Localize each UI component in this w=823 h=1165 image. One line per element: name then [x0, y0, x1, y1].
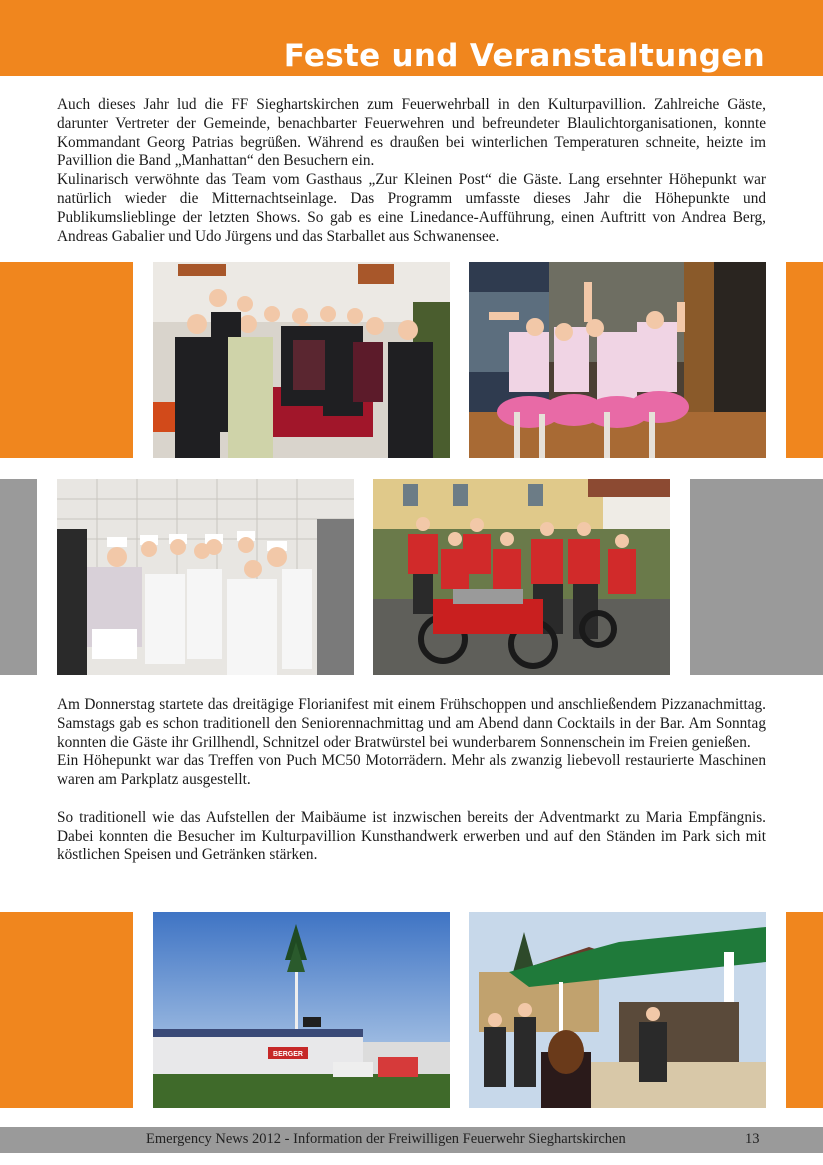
page-title: Feste und Veranstaltungen	[283, 38, 765, 74]
photo-ballet-show	[469, 262, 766, 458]
intro-text	[57, 96, 766, 246]
page-number: 13	[745, 1131, 760, 1147]
photo-advent-market	[469, 912, 766, 1108]
gray-side-block-left-2	[0, 479, 37, 675]
orange-side-block-right-1	[786, 262, 823, 458]
orange-side-block-left-1	[0, 262, 133, 458]
adventmarkt-paragraph: So traditionell wie das Aufstellen der Maibäume ist inzwischen bereits der Adventmarkt zu Maria Empfängnis. Dabei konnten die Besucher im Kulturpavillion Kunsthandwerk erwerben und auf den Ständen im Park sich mit köstlichen Speisen und Getränken stärken.	[57, 808, 766, 864]
orange-side-block-left-3	[0, 912, 133, 1108]
photo-puch-motorcycles	[373, 479, 670, 675]
photo-ball-guests	[153, 262, 450, 458]
gray-side-block-right-2	[690, 479, 823, 675]
intro-paragraph-1: Auch dieses Jahr lud die FF Sieghartskirchen zum Feuerwehrball in den Kulturpavillion. Zahlreiche Gäste, darunter Vertreter der Gemeinde, benachbarter Feuerwehren und befreundeter Blaulichtorganisationen, konnte Kommandant Georg Patrias begrüßen. Während es draußen bei winterlichen Temperaturen schneite, heizte im Pavillion die Band „Manhattan“ den Besuchern ein.	[57, 96, 766, 170]
photo-maypole	[153, 912, 450, 1108]
middle-text	[57, 696, 766, 865]
photo-kitchen-team	[57, 479, 354, 675]
orange-side-block-right-3	[786, 912, 823, 1108]
florianifest-paragraph: Am Donnerstag startete das dreitägige Florianifest mit einem Frühschoppen und anschließendem Pizzanachmittag. Samstags gab es schon traditionell den Seniorennachmittag und am Abend dann Cocktails in der Bar. Am Sonntag konnten die Gäste ihr Grillhendl, Schnitzel oder Bratwürstel bei wunderbarem Sonnenschein im Freien genießen.	[57, 696, 766, 751]
footer-text: Emergency News 2012 - Information der Freiwilligen Feuerwehr Sieghartskirchen	[146, 1131, 626, 1147]
berger-sign: BERGER	[273, 1051, 303, 1058]
puch-paragraph: Ein Höhepunkt war das Treffen von Puch MC50 Motorrädern. Mehr als zwanzig liebevoll restaurierte Maschinen waren am Parkplatz ausgestellt.	[57, 752, 766, 789]
intro-paragraph-2: Kulinarisch verwöhnte das Team vom Gasthaus „Zur Kleinen Post“ die Gäste. Lang ersehnter Höhepunkt war natürlich wieder die Mitternachtseinlage. Das Programm umfasste dieses Jahr die Höhepunkte und Publikumslieblinge der letzten Shows. So gab es eine Linedance-Aufführung, einen Auftritt von Andrea Berg, Andreas Gabalier und Udo Jürgens und das Starballet aus Schwanensee.	[57, 171, 766, 245]
